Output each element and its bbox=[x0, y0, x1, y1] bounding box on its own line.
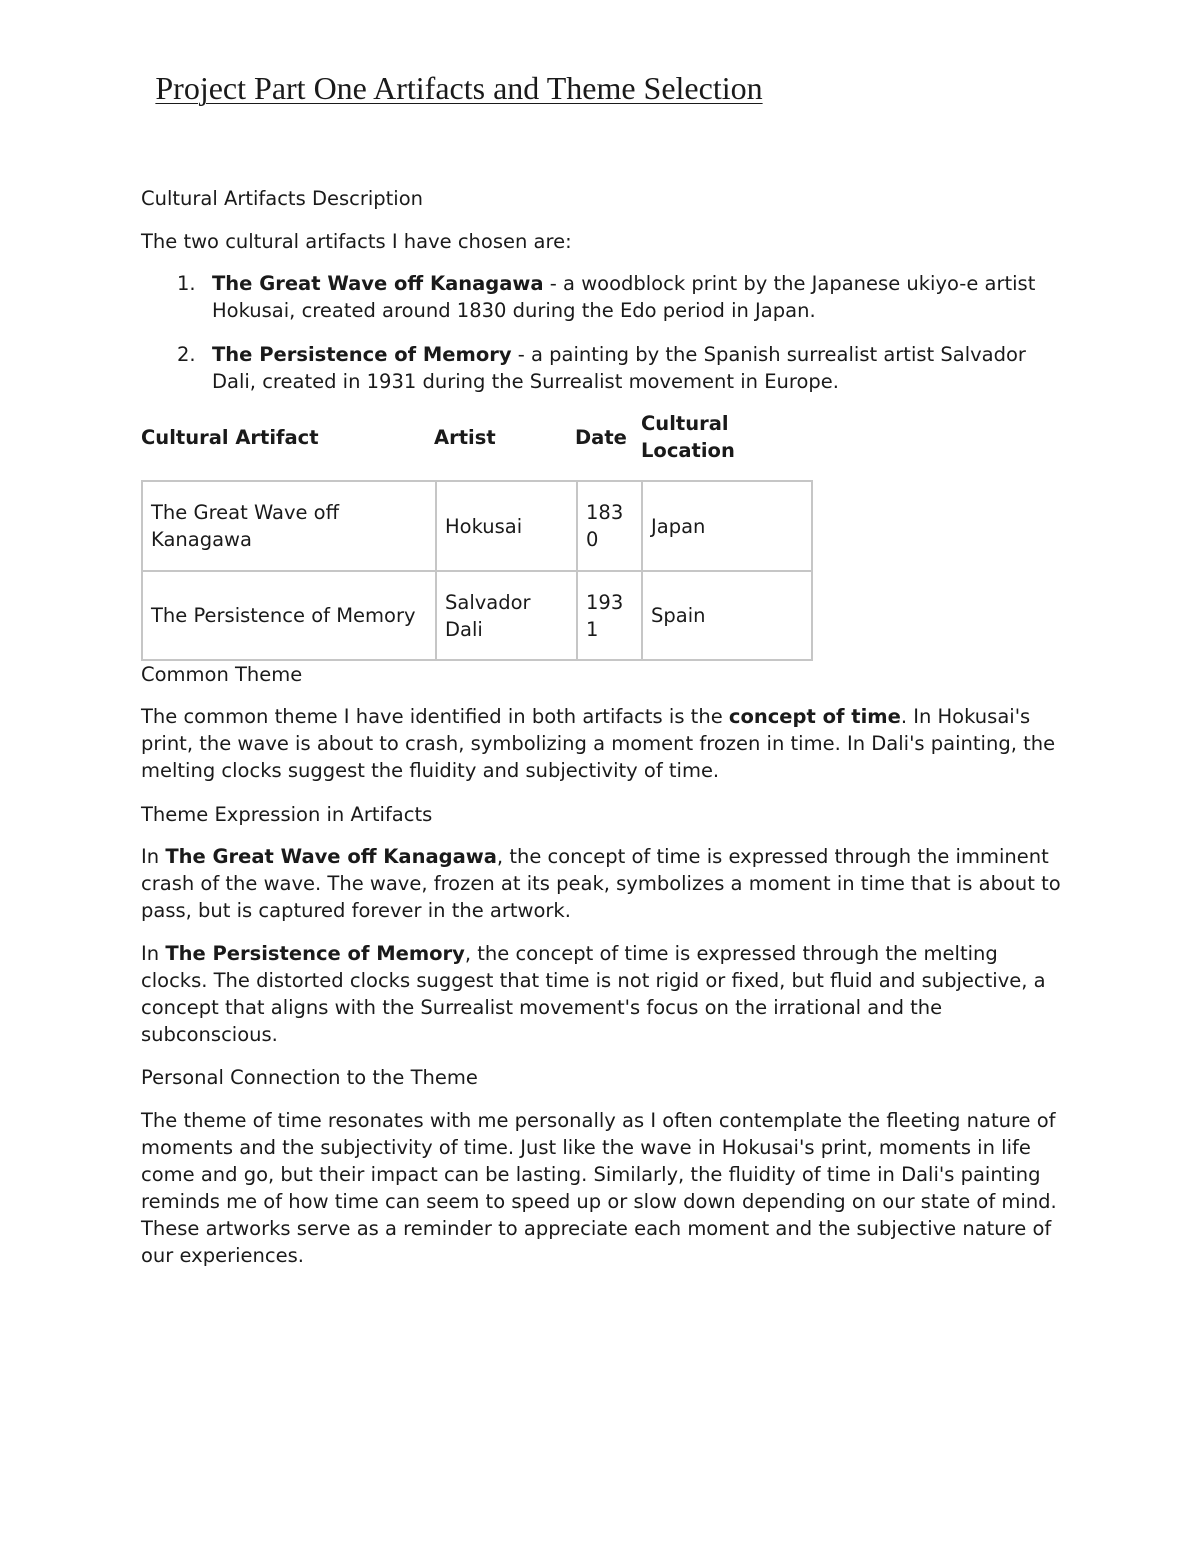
paragraph-text: In bbox=[141, 845, 166, 868]
table-cell-date: 1931 bbox=[577, 571, 642, 660]
paragraph-text: . In Hokusai's print, the wave is about to crash, symbolizing a moment frozen in time. In Dali's painting, the melting clocks suggest the fluidity and subjectivity of time. bbox=[141, 705, 1056, 782]
emphasis-text: concept of time bbox=[728, 705, 901, 728]
emphasis-text: The Great Wave off Kanagawa bbox=[165, 845, 497, 868]
theme-expression-paragraph-2 bbox=[141, 940, 1061, 1048]
list-number: 1. bbox=[177, 272, 196, 295]
artifact-name: The Persistence of Memory bbox=[212, 343, 512, 366]
paragraph-text: In bbox=[141, 942, 166, 965]
artifacts-intro: The two cultural artifacts I have chosen are: bbox=[141, 230, 572, 253]
paragraph-text: , the concept of time is expressed through the imminent crash of the wave. The wave, frozen at its peak, symbolizes a moment in time that is about to pass, but is captured forever in the artwork. bbox=[141, 845, 1061, 922]
table-row bbox=[142, 571, 812, 660]
table-cell-artist: Hokusai bbox=[436, 481, 577, 571]
table-cell-artist: Salvador Dali bbox=[436, 571, 577, 660]
column-header-artist: Artist bbox=[434, 426, 496, 449]
column-header-location: Cultural Location bbox=[641, 412, 735, 462]
table-cell-location: Japan bbox=[642, 481, 812, 571]
artifact-list bbox=[141, 270, 1061, 412]
table-cell-location: Spain bbox=[642, 571, 812, 660]
theme-expression-paragraph-1 bbox=[141, 843, 1061, 924]
personal-connection-paragraph: The theme of time resonates with me personally as I often contemplate the fleeting nature of moments and the subjectivity of time. Just like the wave in Hokusai's print, moments in life come and go, but their impact can be lasting. Similarly, the fluidity of time in Dali's painting reminds me of how time can seem to speed up or slow down depending on our state of mind. These artworks serve as a reminder to appreciate each moment and the subjective nature of our experiences. bbox=[141, 1109, 1057, 1267]
table-cell-artifact: The Great Wave off Kanagawa bbox=[142, 481, 436, 571]
artifacts-table bbox=[141, 480, 813, 661]
table-cell-date: 1830 bbox=[577, 481, 642, 571]
artifact-description: - a painting by the Spanish surrealist artist Salvador Dali, created in 1931 during the Surrealist movement in Europe. bbox=[212, 343, 1026, 393]
section-heading-common-theme: Common Theme bbox=[141, 663, 303, 686]
section-heading-cultural-artifacts: Cultural Artifacts Description bbox=[141, 187, 423, 210]
paragraph-text: The common theme I have identified in both artifacts is the bbox=[141, 705, 729, 728]
table-row bbox=[142, 481, 812, 571]
column-header-artifact: Cultural Artifact bbox=[141, 426, 319, 449]
list-number: 2. bbox=[177, 343, 196, 366]
emphasis-text: The Persistence of Memory bbox=[165, 942, 465, 965]
list-item bbox=[141, 270, 1061, 324]
artifact-description: - a woodblock print by the Japanese ukiyo-e artist Hokusai, created around 1830 during the Edo period in Japan. bbox=[212, 272, 1036, 322]
list-item bbox=[141, 341, 1061, 395]
table-column-headers bbox=[141, 410, 841, 464]
column-header-date: Date bbox=[575, 426, 627, 449]
section-heading-personal-connection: Personal Connection to the Theme bbox=[141, 1066, 478, 1089]
paragraph-text: , the concept of time is expressed through the melting clocks. The distorted clocks suggest that time is not rigid or fixed, but fluid and subjective, a concept that aligns with the Surrealist movement's focus on the irrational and the subconscious. bbox=[141, 942, 1046, 1046]
document-title: Project Part One Artifacts and Theme Selection bbox=[155, 70, 763, 106]
table-cell-artifact: The Persistence of Memory bbox=[142, 571, 436, 660]
common-theme-paragraph bbox=[141, 703, 1061, 784]
artifact-name: The Great Wave off Kanagawa bbox=[212, 272, 544, 295]
section-heading-theme-expression: Theme Expression in Artifacts bbox=[141, 803, 433, 826]
